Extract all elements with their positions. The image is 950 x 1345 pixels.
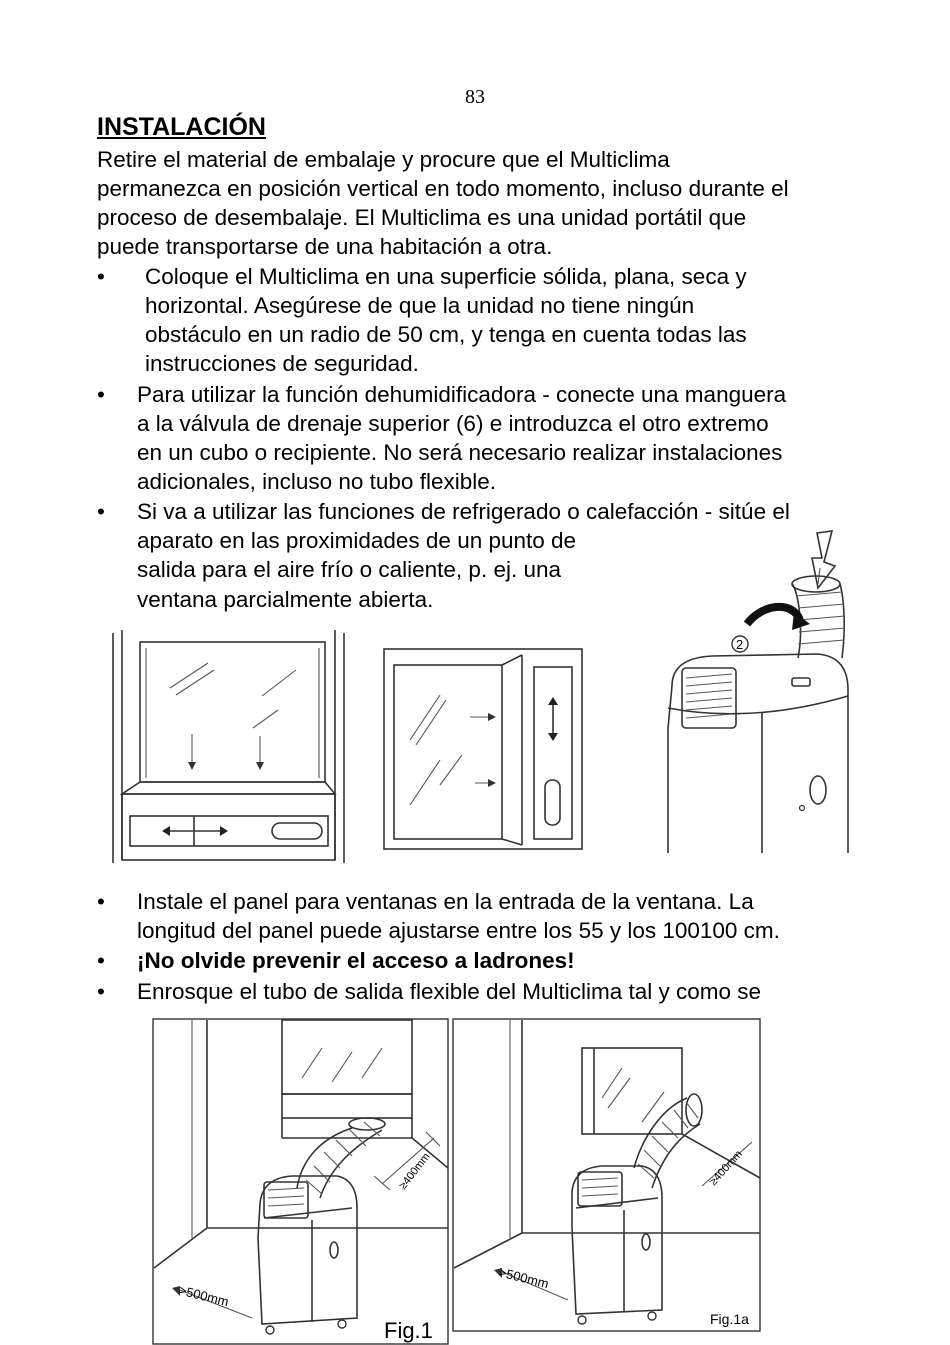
bullet-line: adicionales, incluso no tubo flexible. (137, 469, 496, 494)
bullet-line: salida para el aire frío o caliente, p. ej. una (137, 557, 562, 582)
bullet-line: aparato en las proximidades de un punto de (137, 528, 577, 553)
window-panel-horizontal-illustration (380, 645, 585, 853)
intro-line: proceso de desembalaje. El Multiclima es una unidad portátil que (97, 205, 747, 230)
bullet-marker: • (97, 499, 105, 524)
bullet-line: Para utilizar la función dehumidificadora - conecte una manguera (137, 382, 787, 407)
intro-line: Retire el material de embalaje y procure que el Multiclima (97, 147, 670, 172)
section-title: INSTALACIÓN (97, 113, 266, 141)
bullet-line: instrucciones de seguridad. (145, 351, 419, 376)
portable-unit-illustration (652, 528, 852, 858)
figure-1a-illustration (452, 1018, 762, 1332)
step-label: 2 (736, 637, 744, 652)
wall-distance-label: ≥400mm (396, 1150, 433, 1192)
bullet-line: obstáculo en un radio de 50 cm, y tenga en cuenta todas las (145, 322, 747, 347)
bullet-line: Coloque el Multiclima en una superficie sólida, plana, seca y (145, 264, 747, 289)
bullet-line: Enrosque el tubo de salida flexible del Multiclima tal y como se (137, 979, 762, 1004)
bullet-line: horizontal. Asegúrese de que la unidad no tiene ningún (145, 293, 695, 318)
bullet-marker: • (97, 264, 105, 289)
warning-line: ¡No olvide prevenir el acceso a ladrones! (137, 948, 575, 973)
wall-distance-label: ≥400mm (707, 1148, 745, 1189)
floor-distance-label: >500mm (177, 1282, 231, 1310)
bullet-line: ventana parcialmente abierta. (137, 587, 434, 612)
bullet-marker: • (97, 889, 105, 914)
figure-1-illustration (152, 1018, 449, 1345)
window-panel-vertical-illustration (110, 628, 350, 866)
intro-line: permanezca en posición vertical en todo momento, incluso durante el (97, 176, 789, 201)
bullet-marker: • (97, 948, 105, 973)
bullet-line: Si va a utilizar las funciones de refrigerado o calefacción - sitúe el (137, 499, 790, 524)
figure-caption: Fig.1a (710, 1311, 749, 1327)
intro-line: puede transportarse de una habitación a otra. (97, 234, 553, 259)
floor-distance-label: >500mm (497, 1264, 551, 1292)
bullet-marker: • (97, 979, 105, 1004)
figure-caption: Fig.1 (384, 1318, 433, 1343)
bullet-line: en un cubo o recipiente. No será necesario realizar instalaciones (137, 440, 783, 465)
bullet-line: a la válvula de drenaje superior (6) e introduzca el otro extremo (137, 411, 769, 436)
page-number: 83 (465, 86, 485, 108)
bullet-marker: • (97, 382, 105, 407)
bullet-line: longitud del panel puede ajustarse entre los 55 y los 100100 cm. (137, 918, 780, 943)
bullet-line: Instale el panel para ventanas en la entrada de la ventana. La (137, 889, 754, 914)
